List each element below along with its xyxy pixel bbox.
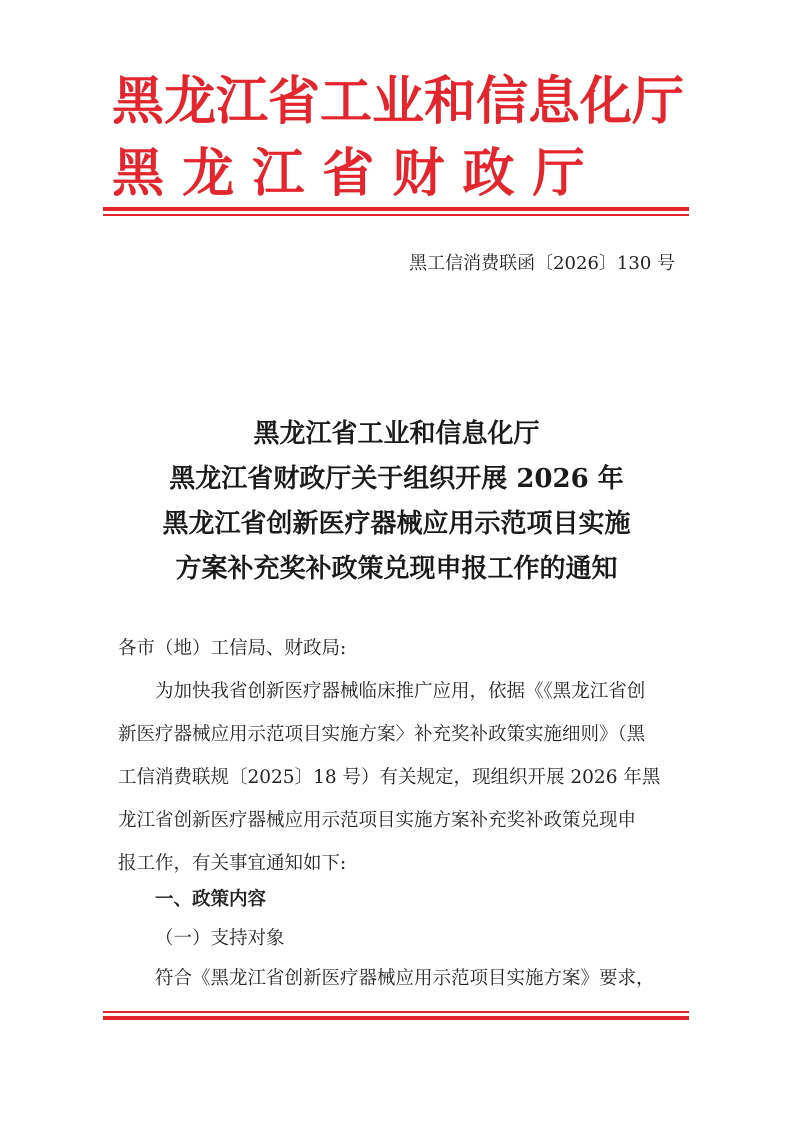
document-number: 黑工信消费联函〔2026〕130 号	[409, 253, 675, 274]
footer-red-rule-thin	[103, 1011, 689, 1013]
document-body	[118, 636, 684, 996]
document-title	[100, 412, 693, 592]
subsection-heading: （一）支持对象	[155, 928, 285, 949]
paragraph-line: 报工作，有关事宜通知如下:	[118, 853, 347, 874]
paragraph-line: 工信消费联规〔2025〕18 号）有关规定，现组织开展 2026 年黑	[118, 767, 661, 788]
paragraph-line: 为加快我省创新医疗器械临床推广应用，依据《《黑龙江省创	[155, 681, 646, 702]
agency-header-line-1: 黑龙江省工业和信息化厅	[112, 71, 685, 132]
title-line: 方案补充奖补政策兑现申报工作的通知	[175, 554, 618, 584]
paragraph-line: 新医疗器械应用示范项目实施方案〉补充奖补政策实施细则》（黑	[118, 724, 646, 745]
footer-red-rule-thick	[103, 1016, 689, 1020]
salutation: 各市（地）工信局、财政局:	[118, 638, 347, 659]
title-line: 黑龙江省创新医疗器械应用示范项目实施	[162, 509, 631, 539]
header-red-rule-thick	[103, 207, 689, 211]
title-line: 黑龙江省工业和信息化厅	[253, 419, 540, 449]
paragraph-line: 龙江省创新医疗器械应用示范项目实施方案补充奖补政策兑现申	[118, 810, 637, 831]
header-red-rule-thin	[103, 214, 689, 216]
agency-header-line-2: 黑 龙 江 省 财 政 厅	[112, 143, 585, 204]
section-heading: 一、政策内容	[155, 889, 267, 910]
paragraph-line: 符合《黑龙江省创新医疗器械应用示范项目实施方案》要求，	[155, 968, 655, 989]
title-line: 黑龙江省财政厅关于组织开展 2026 年	[169, 464, 624, 494]
